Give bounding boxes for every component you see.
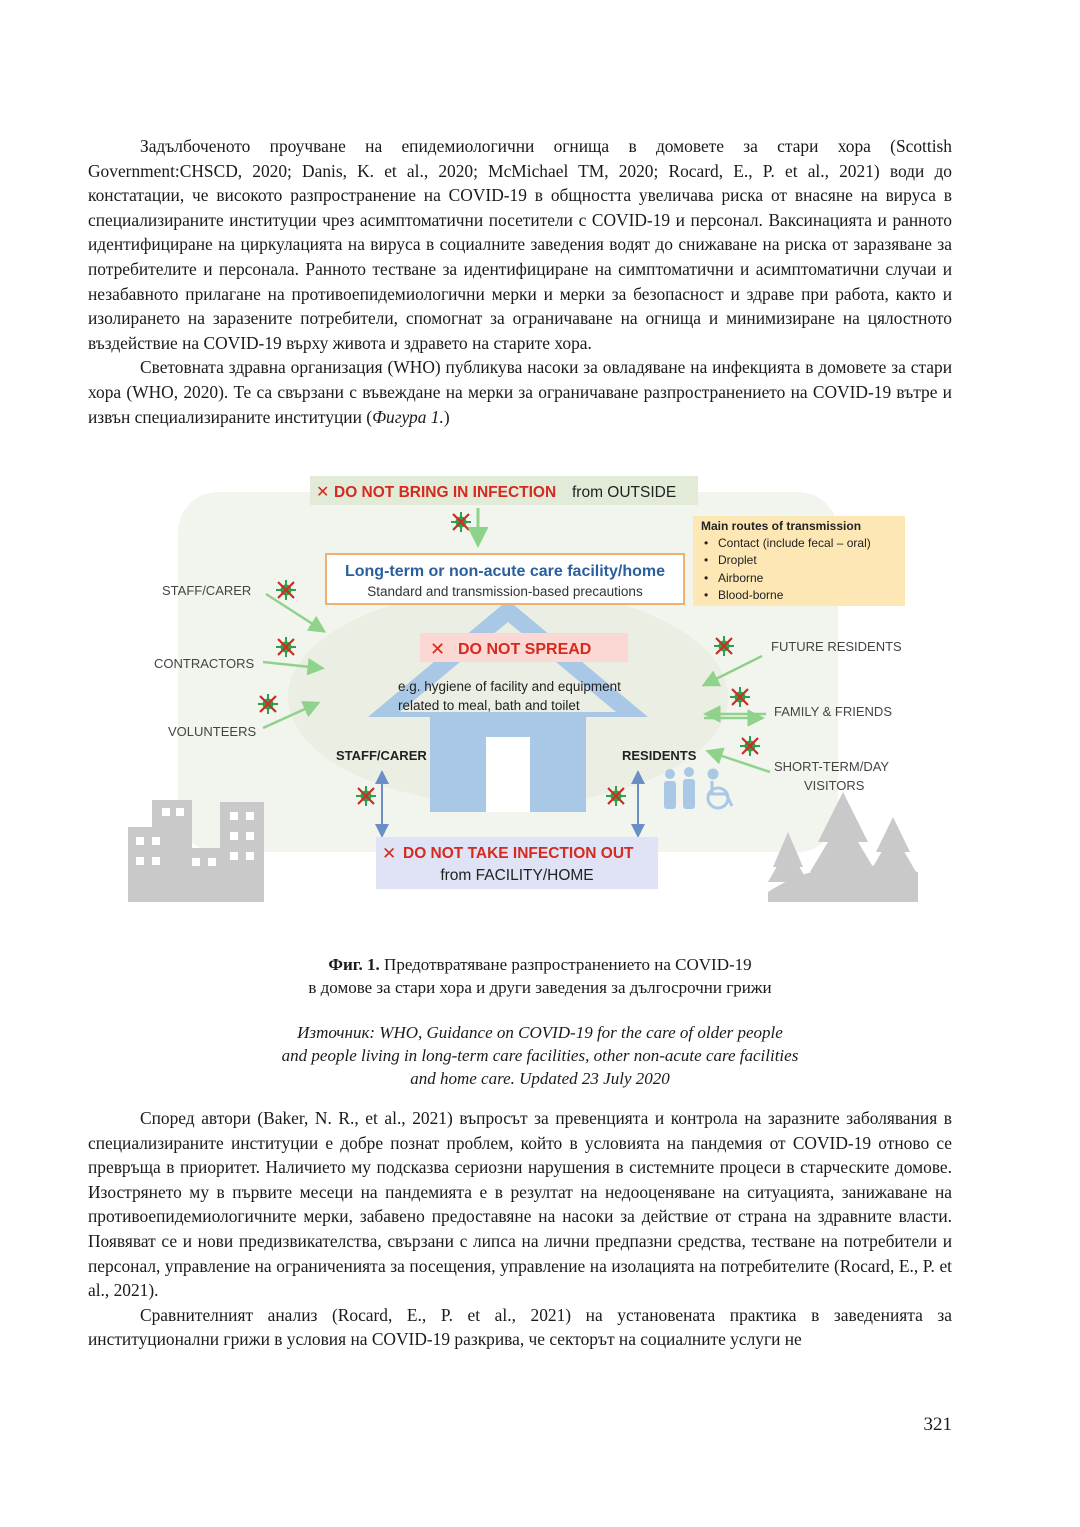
page-number: 321 <box>923 1414 952 1435</box>
route-item: Droplet <box>718 553 757 567</box>
figure-reference: Фигура 1. <box>372 406 444 427</box>
figure-source <box>0 1021 1080 1090</box>
facility-title: Long-term or non-acute care facility/home <box>344 563 666 580</box>
hygiene-line-2: related to meal, bath and toilet <box>398 698 580 713</box>
label-family-friends: FAMILY & FRIENDS <box>774 704 892 719</box>
facility-subtitle: Standard and transmission-based precautions <box>367 584 643 599</box>
caption-line-1 <box>0 953 1080 976</box>
virus-icon <box>258 694 278 714</box>
do-not-spread-text: DO NOT SPREAD <box>458 641 592 658</box>
source-line-1: Източник: WHO, Guidance on COVID-19 for the care of older people <box>297 1023 783 1042</box>
virus-icon <box>730 687 750 707</box>
source-line-2: and people living in long-term care facilities, other non-acute care facilities <box>281 1046 799 1065</box>
source-line-3: and home care. Updated 23 July 2020 <box>410 1069 670 1088</box>
caption-label: Фиг. 1. <box>328 955 380 974</box>
label-visitors: VISITORS <box>804 778 865 793</box>
route-item: Contact (include fecal – oral) <box>718 536 871 550</box>
caption-line-2: в домове за стари хора и други заведения за дългосрочни грижи <box>308 978 772 997</box>
hygiene-line-1: e.g. hygiene of facility and equipment <box>398 679 621 694</box>
label-short-term: SHORT-TERM/DAY <box>774 759 890 774</box>
paragraph: Задълбоченото проучване на епидемиологични огнища в домовете за стари хора (Scottish Government:CHSCD, 2020; Danis, K. et al., 2020; McMichael TM, 2020; Rocard, E., P. et al., 2021) води до констатации, че високото разпространение на COVID-19 в общността увеличава риска от внасяне на вируса в специализираните институции чрез асимптоматични посетители с COVID-19 и персонал. Ваксинацията и ранното идентифициране на циркулацията на вируса в социалните заведения водят до снижаване на риска от заразяване за потребителите и персонала. Ранното тестване за идентифициране на симптоматични и асимптоматични случаи и незабавното прилагане на противоепидемиологични мерки и мерки за безопасност и здраве при работа, както и изолирането на заразените потребители, спомогнат за ограничаване на огнища и минимизиране на цялостното въздействие на COVID-19 върху живота и здравето на старите хора. <box>88 136 952 353</box>
route-item: Blood-borne <box>718 588 784 602</box>
body-text-bottom <box>88 1106 952 1352</box>
figure-caption <box>0 953 1080 999</box>
figure-ref-close: ) <box>443 406 450 427</box>
inner-label-residents: RESIDENTS <box>622 748 697 763</box>
top-banner-rest: from OUTSIDE <box>572 484 677 501</box>
inner-label-staff: STAFF/CARER <box>336 748 427 763</box>
bottom-banner-line-1: DO NOT TAKE INFECTION OUT <box>403 845 634 862</box>
bullet: • <box>704 536 709 550</box>
paragraph: Според автори (Baker, N. R., et al., 2021) въпросът за превенцията и контрола на заразните заболявания в специализираните институции е добре познат проблем, който в условията на пандемия от COVID-19 отново се превръща в приоритет. Наличието му подсказва сериозни нарушения в системните процеси в старческите домове. Изострянето му в първите месеци на пандемията е в резултат на недооценяване на ситуацията, занижаване на противоепидемиологичните мерки, забавено предоставяне на насоки за действие от страна на здравните власти. Появяват се и нови предизвикателства, свързани с липса на лични предпазни средства, тестване на потребители и персонал, управление на ограниченията за посещения, управление на изолацията на потребителите (Rocard, E., P. et al., 2021). <box>88 1108 952 1301</box>
label-contractors: CONTRACTORS <box>154 656 255 671</box>
bullet: • <box>704 553 709 567</box>
caption-text: Предотвратяване разпространението на COVID-19 <box>384 955 752 974</box>
figure-ref-open: ( <box>361 406 373 427</box>
label-future-residents: FUTURE RESIDENTS <box>771 639 902 654</box>
label-staff-carer: STAFF/CARER <box>162 583 252 598</box>
top-banner-bold: DO NOT BRING IN INFECTION <box>334 484 557 501</box>
virus-icon <box>606 786 626 806</box>
route-item: Airborne <box>718 571 764 585</box>
x-mark-icon: ✕ <box>316 484 330 501</box>
routes-title: Main routes of transmission <box>701 519 862 533</box>
bullet: • <box>704 571 709 585</box>
bullet: • <box>704 588 709 602</box>
x-mark-icon: ✕ <box>382 844 397 863</box>
virus-icon <box>451 512 471 532</box>
infographic <box>128 472 952 902</box>
figure-1 <box>128 472 952 902</box>
bottom-banner-line-2: from FACILITY/HOME <box>440 867 594 884</box>
label-volunteers: VOLUNTEERS <box>168 724 257 739</box>
virus-icon <box>714 636 734 656</box>
paragraph-text: Световната здравна организация (WHO) публикува насоки за овладяване на инфекцията в домовете за стари хора (WHO, 2020). Те са свързани с въвеждане на мерки за ограничаване разпространението на COVID-19 вътре и извън специализираните институции <box>88 357 952 427</box>
virus-icon <box>740 736 760 756</box>
virus-icon <box>276 580 296 600</box>
body-text-top <box>88 134 952 429</box>
virus-icon <box>356 786 376 806</box>
paragraph <box>88 355 952 429</box>
paragraph: Сравнителният анализ (Rocard, E., P. et al., 2021) на установената практика в заведенията за институционални грижи в условия на COVID-19 разкрива, че секторът на социалните услуги не <box>88 1304 952 1350</box>
virus-icon <box>276 637 296 657</box>
x-mark-icon: ✕ <box>430 639 446 659</box>
